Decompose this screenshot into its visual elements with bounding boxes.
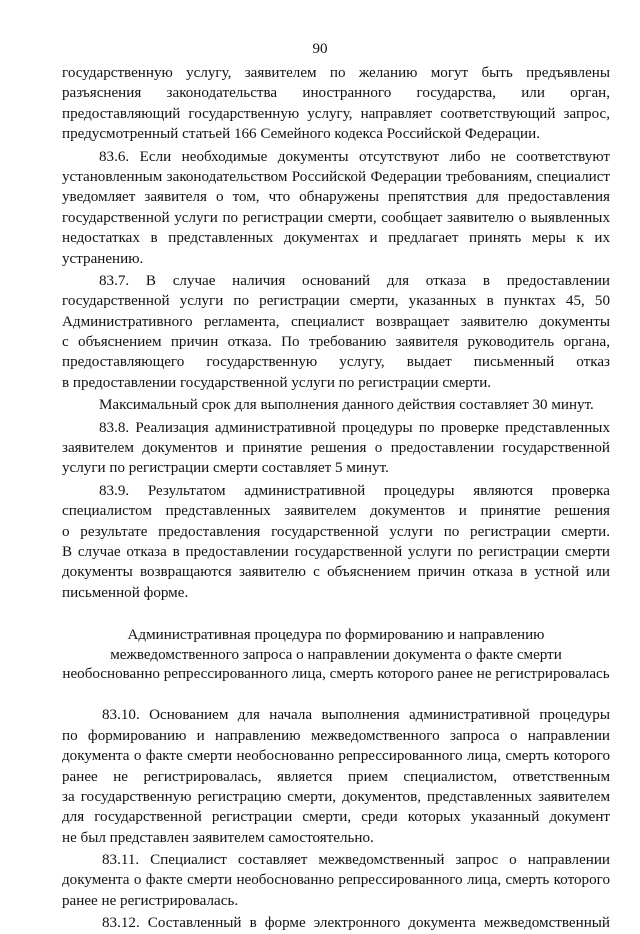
section-heading (62, 625, 610, 683)
text-line: по формированию и направлению межведомственного запроса о направлении (62, 727, 610, 744)
text-line: Максимальный срок для выполнения данного действия составляет 30 минут. (99, 397, 594, 414)
text-line: не был представлен заявителем самостоятельно. (62, 829, 374, 846)
text-line: предусмотренный статьей 166 Семейного кодекса Российской Федерации. (62, 126, 540, 143)
text-line: ранее не регистрировалась. (62, 892, 239, 909)
paragraph-83-9 (62, 481, 610, 603)
heading-line: необоснованно репрессированного лица, смерть которого ранее не регистрировалась (62, 665, 610, 682)
text-line: 83.7. В случае наличия оснований для отказа в предоставлении (99, 272, 610, 289)
text-line: с объяснением причин отказа. По требованию заявителя руководитель органа, (62, 334, 610, 351)
paragraph-83-8 (62, 418, 610, 479)
paragraph-continuation (62, 63, 610, 145)
text-line: 83.12. Составленный в форме электронного документа межведомственный (102, 915, 610, 932)
text-line: 83.11. Специалист составляет межведомственный запрос о направлении (102, 852, 610, 869)
text-line: устранению. (62, 250, 144, 267)
text-line: документы возвращаются заявителю с объяснением причин отказа в устной или (62, 564, 610, 581)
text-line: недостатках в представленных документах и предлагает принять меры к их (62, 230, 610, 247)
text-line: специалистом представленных заявителем документов и принятие решения (62, 503, 610, 520)
text-line: уведомляет заявителя о том, что обнаружены препятствия для предоставления (62, 189, 610, 206)
heading-line: Административная процедура по формированию и направлению (127, 627, 545, 644)
text-line: 83.8. Реализация административной процедуры по проверке представленных (99, 419, 610, 436)
text-line: письменной форме. (62, 584, 189, 601)
text-line: государственной услуги по регистрации смерти, указанных в пунктах 45, 50 (62, 293, 610, 310)
page-number: 90 (312, 41, 328, 57)
text-line: о результате предоставления государственной услуги по регистрации смерти. (62, 523, 610, 540)
text-line: разъяснения законодательства иностранного государства, или орган, (62, 85, 610, 102)
paragraph-83-12 (62, 913, 610, 933)
text-line: 83.9. Результатом административной процедуры являются проверка (99, 482, 610, 499)
text-line: заявителем документов и принятие решения о предоставлении государственной (62, 440, 610, 457)
text-line: для государственной регистрации смерти, среди которых указанный документ (62, 809, 610, 826)
paragraph-83-6 (62, 147, 610, 269)
text-line: за государственную регистрацию смерти, документов, представленных заявителем (62, 788, 610, 805)
heading-line: межведомственного запроса о направлении документа о факте смерти (110, 646, 562, 663)
text-line: государственной услуги по регистрации смерти, сообщает заявителю о выявленных (62, 209, 610, 226)
text-line: 83.10. Основанием для начала выполнения административной процедуры (102, 707, 610, 724)
text-line: предоставляющий государственную услугу, направляет соответствующий запрос, (62, 105, 610, 122)
text-line: установленным законодательством Российской Федерации требованиям, специалист (62, 168, 610, 185)
text-line: услуги по регистрации смерти составляет 5 минут. (62, 460, 389, 477)
paragraph-83-11 (62, 850, 610, 911)
text-line: В случае отказа в предоставлении государственной услуги по регистрации смерти (62, 543, 610, 560)
text-line: документа о факте смерти необоснованно репрессированного лица, смерть которого (62, 748, 610, 765)
text-line: предоставляющего государственную услугу, выдает письменный отказ (62, 354, 610, 371)
document-body (62, 63, 610, 934)
text-line: Административного регламента, специалист возвращает заявителю документы (62, 313, 610, 330)
text-line: документа о факте смерти необоснованно репрессированного лица, смерть которого (62, 872, 610, 889)
text-line: государственную услугу, заявителем по желанию могут быть предъявлены (62, 65, 610, 81)
paragraph-83-10 (62, 705, 610, 848)
text-line: 83.6. Если необходимые документы отсутствуют либо не соответствуют (99, 148, 610, 165)
text-line: ранее не регистрировалась, является прием специалистом, ответственным (62, 768, 610, 785)
paragraph-83-7 (62, 271, 610, 393)
paragraph-max-time (62, 395, 610, 415)
text-line: в предоставлении государственной услуги по регистрации смерти. (62, 374, 492, 391)
